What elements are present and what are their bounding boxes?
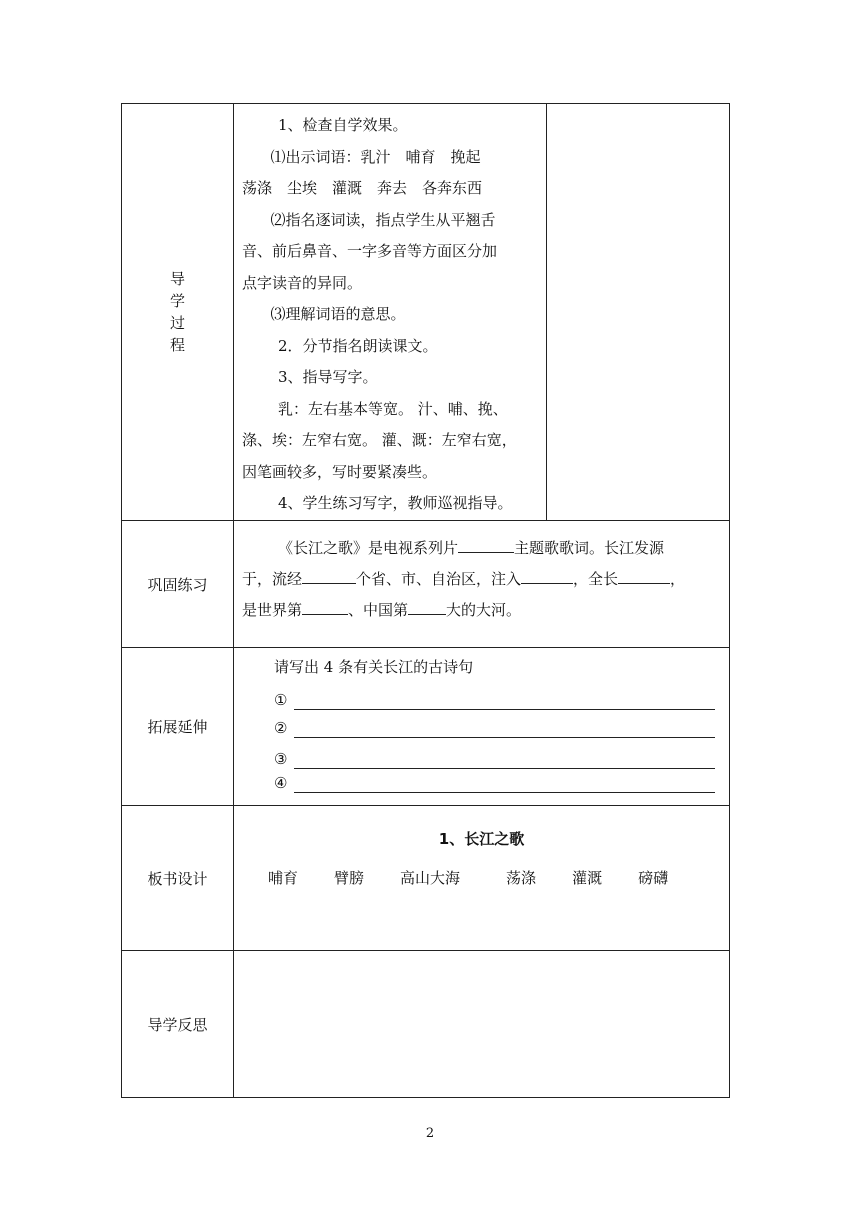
text-line: 1、检查自学效果。 — [278, 116, 408, 134]
answer-line-3[interactable]: ③ — [274, 738, 721, 769]
fill-blank[interactable] — [458, 536, 514, 553]
extend-label: 拓展延伸 — [122, 648, 234, 806]
practice-line-1: 《长江之歌》是电视系列片 主题歌歌词。长江发源 — [242, 533, 721, 564]
extend-content — [234, 648, 730, 806]
board-label: 板书设计 — [122, 806, 234, 951]
practice-line-2: 于，流经 个省、市、自治区，注入 ，全长 ， — [242, 564, 721, 595]
text-line: 3、指导写字。 — [278, 368, 378, 386]
fill-blank[interactable] — [302, 567, 356, 584]
board-word: 高山大海 — [400, 869, 461, 887]
page-number: 2 — [425, 1126, 435, 1141]
text-line: 点字读音的异同。 — [242, 273, 363, 292]
board-word: 灌溉 — [572, 869, 603, 887]
practice-line-3: 是世界第 、中国第 大的大河。 — [242, 595, 721, 626]
text-line: 因笔画较多，写时要紧凑些。 — [242, 462, 438, 481]
extend-prompt: 请写出 4 条有关长江的古诗句 — [274, 658, 474, 676]
board-row — [122, 806, 730, 951]
practice-content — [234, 521, 730, 648]
text-line: 涤、埃：左窄右宽。 灌、溉：左窄右宽， — [242, 431, 517, 449]
guide-notes-cell — [547, 104, 730, 521]
answer-line-4[interactable]: ④ — [274, 769, 721, 793]
text-line: ⑶理解词语的意思。 — [270, 305, 406, 323]
guide-process-label: 导 学 过 程 — [169, 270, 185, 354]
text-line: 2．分节指名朗读课文。 — [278, 336, 438, 355]
fill-blank[interactable] — [408, 598, 446, 615]
practice-row — [122, 521, 730, 648]
lesson-plan-table — [121, 103, 730, 1098]
board-word: 臂膀 — [334, 869, 365, 887]
text-line: ⑵指名逐词读，指点学生从平翘舌 — [270, 210, 496, 229]
practice-label: 巩固练习 — [122, 521, 234, 648]
board-title: 1、长江之歌 — [438, 830, 525, 848]
text-line: 乳：左右基本等宽。 汁、哺、挽、 — [278, 399, 508, 418]
text-line: 荡涤 尘埃 灌溉 奔去 各奔东西 — [242, 179, 483, 197]
reflection-row — [122, 951, 730, 1098]
text-line: 4、学生练习写字，教师巡视指导。 — [278, 494, 513, 512]
guide-process-content — [234, 104, 547, 521]
board-word: 哺育 — [268, 869, 299, 887]
reflection-label: 导学反思 — [122, 951, 234, 1098]
fill-blank[interactable] — [302, 598, 348, 615]
board-content — [234, 806, 730, 951]
text-line: 音、前后鼻音、一字多音等方面区分加 — [242, 242, 498, 260]
answer-line-1[interactable]: ① — [274, 682, 721, 710]
board-word: 荡涤 — [506, 869, 537, 887]
extend-row — [122, 648, 730, 806]
guide-process-row — [122, 104, 730, 521]
board-word: 磅礴 — [638, 869, 669, 887]
fill-blank[interactable] — [618, 567, 670, 584]
fill-blank[interactable] — [521, 567, 573, 584]
board-words — [234, 867, 729, 888]
text-line: ⑴出示词语：乳汁 哺育 挽起 — [270, 147, 481, 166]
guide-process-label-cell — [122, 104, 234, 521]
answer-line-2[interactable]: ② — [274, 710, 721, 738]
reflection-content[interactable] — [234, 951, 730, 1098]
